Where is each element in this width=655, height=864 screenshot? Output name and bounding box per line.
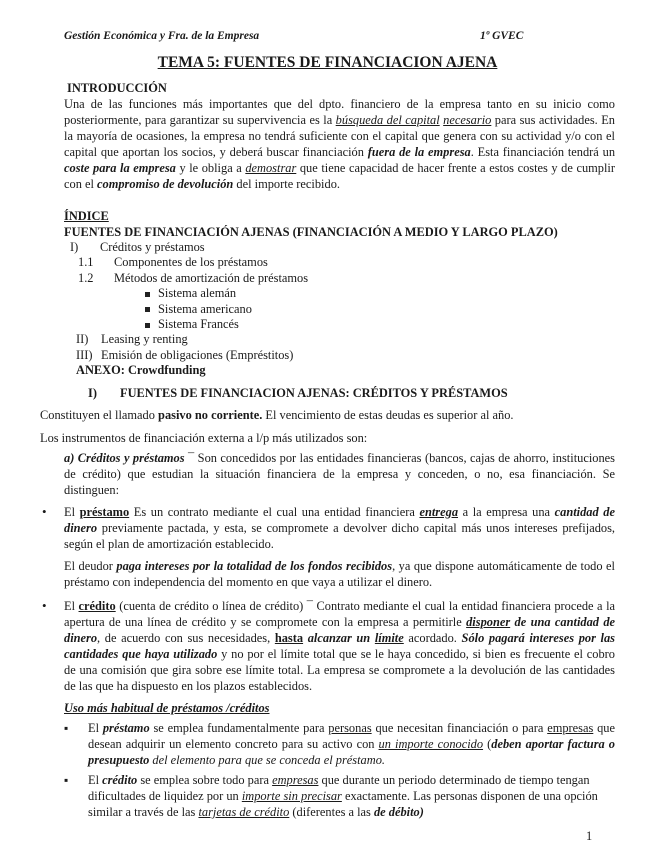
text-run: cantidad de dinero [64,504,615,535]
uso-prestamo-item [64,720,616,768]
text-run: disponer [466,614,511,629]
index-label: Sistema Francés [158,317,239,332]
text-run: Sólo pagará intereses por las cantidades que haya utilizado [64,630,616,661]
text-run: de una cantidad de dinero [64,614,616,645]
text-run: que tiene capacidad de hacer frente a estos costes y de cumplir con el [64,161,615,191]
square-bullet-icon [145,307,150,312]
index-item [76,332,615,347]
index-num: 1.2 [78,270,94,285]
text-run: préstamo [102,720,150,735]
index-item [78,271,615,286]
text-run: del importe recibido. [233,177,340,191]
square-bullet-icon: ▪ [64,720,69,735]
index-item [145,286,615,301]
text-run: empresas [547,720,594,735]
text-run: El [88,720,103,735]
header-subject: Gestión Económica y Fra. de la Empresa [64,30,260,42]
text-run: tarjetas de crédito [198,804,290,819]
text-run: para sus actividades. En la mayoría de ocasiones, la empresa no tendrá suficiente con el capital que genera con su actividad y/o con el capital que aportan los socios, y deberá buscar financiación [64,113,615,159]
text-run: El [64,504,80,519]
text-run: que necesitan financiación o para [371,720,548,735]
text-run: pasivo no corriente. [158,407,263,422]
text-run: Constituyen el llamado [40,407,159,422]
text-run: El [64,598,79,613]
index-item [76,348,615,363]
page-header [40,28,615,44]
text-run: demostrar [245,161,297,175]
text-run: del elemento para que se conceda el préstamo. [149,752,385,767]
index-annex: ANEXO: Crowdfunding [76,363,206,378]
index-item [70,240,615,255]
uso-credito-text [88,772,615,820]
text-run: se emplea fundamentalmente para [149,720,329,735]
text-run: empresas [272,772,319,787]
text-run: se emplea sobre todo para [137,772,273,787]
index-label: Sistema americano [158,301,252,316]
paragraph [64,450,615,498]
index-num: I) [70,240,79,254]
index-label: Métodos de amortización de préstamos [114,270,309,285]
text-run: acordado. [403,630,462,645]
text-run: que durante un periodo determinado de tiempo tengan dificultades de liquidez por un [88,772,590,803]
text-run: y le obliga a [175,161,246,175]
text-run: alcanzar un [307,630,371,645]
text-run: compromiso de devolución [97,177,234,191]
text-run: (cuenta de crédito o línea de crédito) ¯ Contrato mediante el cual la entidad financiera procede a la apertura de una línea de crédito y se compromete con la empresa a permitirle [64,598,616,629]
index-label: Créditos y préstamos [100,240,205,254]
text-run: , ya que dispone automáticamente de todo el préstamo con independencia del momento en que vaya a utilizar el dinero. [64,558,615,589]
prestamo-item [42,503,615,552]
paragraph [40,430,615,446]
index-num: III) [76,347,93,362]
text-run: ¯ Son concedidos por las entidades financieras (bancos, cajas de ahorro, instituciones de crédito) que estudian la situación financiera de la empresa y conceden, o no, esa financiación. Se distinguen: [64,450,615,497]
text-run: necesario [443,113,492,127]
paragraph [40,407,615,423]
index-num: II) [76,332,89,347]
text-run: fuera de la empresa [367,145,471,159]
text-run: coste para la empresa [64,161,176,175]
text-run: a la empresa una [458,504,555,519]
header-course: 1º GVEC [480,30,524,42]
text-run: a) Créditos y préstamos [64,450,185,465]
deudor-paragraph [64,558,615,590]
text-run: paga intereses por la totalidad de los fondos recibidos [116,558,393,573]
index-label: Emisión de obligaciones (Empréstitos) [101,347,294,362]
text-run: búsqueda del capital [335,113,440,127]
text-run: ( [483,736,492,751]
section-num: I) [88,385,97,400]
text-run: exactamente. Las personas disponen de una opción similar a través de las [88,788,598,819]
text-run: hasta [274,630,304,645]
index-label: Leasing y renting [101,332,188,347]
text-run: personas [328,720,372,735]
text-run: y no por el límite total que se le haya concedido, si bien es frecuente el cobro de una comisión que gira sobre ese límite total. La empresa se compromete a la devolución de las cantidades de las que ha dispuesto en los plazos establecidos. [64,646,615,693]
section-title: FUENTES DE FINANCIACION AJENAS: CRÉDITOS Y PRÉSTAMOS [120,385,508,400]
text-run: previamente pactada, y esta, se compromete a devolver dicho capital más unos intereses prefijados, según el plan de amortización establecido. [64,520,615,551]
square-bullet-icon [145,323,150,328]
text-run: Una de las funciones más importantes que del dpto. financiero de la empresa tanto en su inicio como posteriormente, para garantizar su supervivencia es la [64,97,615,127]
section-heading [88,385,615,401]
intro-heading: INTRODUCCIÓN [67,81,167,95]
text-run: límite [374,630,404,645]
intro-paragraph [64,96,615,192]
text-run: , de acuerdo con sus necesidades, [97,630,275,645]
index-subtitle: FUENTES DE FINANCIACIÓN AJENAS (FINANCIACIÓN A MEDIO Y LARGO PLAZO) [64,225,558,239]
text-run: que desean adquirir un elemento concreto para su activo con [88,720,616,751]
text-run: un importe conocido [378,736,484,751]
credito-item [42,597,616,694]
text-run: deben aportar factura o presupuesto [88,736,615,767]
text-run: Es un contrato mediante el cual una entidad financiera [129,504,420,519]
text-run: de débito) [373,804,424,819]
square-bullet-icon: ▪ [64,772,69,787]
text-run: El deudor [64,558,117,573]
text-run: importe sin precisar [241,788,342,803]
index-heading: ÍNDICE [64,209,109,223]
page-number: 1 [586,828,593,843]
index-label: Componentes de los préstamos [114,255,268,270]
square-bullet-icon [145,292,150,297]
uso-heading: Uso más habitual de préstamos /créditos [64,700,270,715]
text-run: Los instrumentos de financiación externa a l/p más utilizados son: [40,430,368,445]
index-item [78,255,615,270]
index-item [145,317,615,332]
prestamo-paragraph [64,504,615,552]
text-run: El vencimiento de estas deudas es superior al año. [262,407,514,422]
text-run: crédito [102,772,138,787]
text-run: (diferentes a las [289,804,374,819]
text-run: El [88,772,103,787]
uso-prestamo-text [88,720,615,768]
credito-paragraph [64,598,615,694]
page-title: TEMA 5: FUENTES DE FINANCIACION AJENA [157,54,498,71]
index-item [145,302,615,317]
index-num: 1.1 [78,255,94,270]
text-run: préstamo [79,504,130,519]
text-run: crédito [78,598,116,613]
text-run: entrega [419,504,459,519]
index-label: Sistema alemán [158,286,237,301]
bullet-icon: • [42,503,47,519]
uso-credito-item [64,772,615,820]
text-run: . Esta financiación tendrá un [470,145,616,159]
bullet-icon: • [42,597,47,613]
